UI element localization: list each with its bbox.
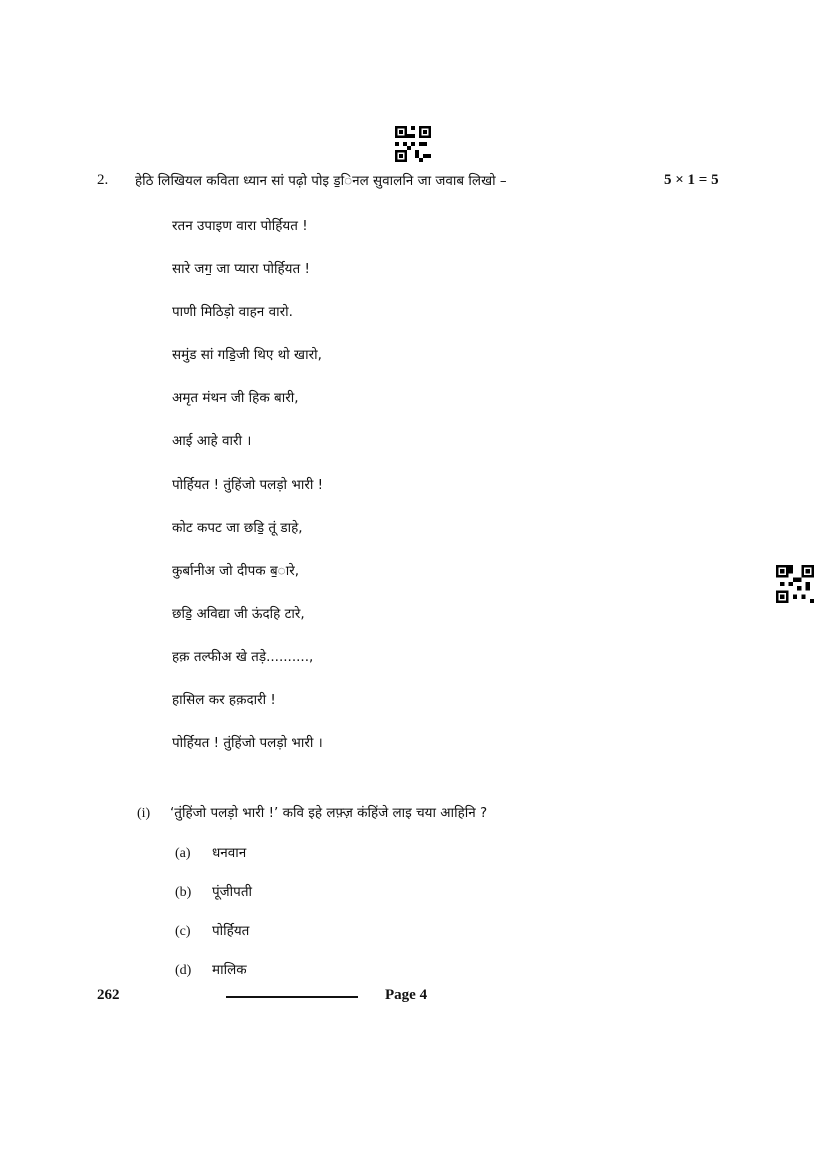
answer-options [175,843,252,999]
option-d [175,960,252,999]
qr-code-side [776,565,814,603]
option-a [175,843,252,882]
sub-question-text: ‘तुंहिंजो पलड़ो भारी !’ कवि इहे लफ़्ज़ कंहिंजे लाइ चया आहिनि ? [170,805,488,821]
option-text: धनवान [212,845,247,861]
poem-line: अमृत मंथन जी हिक बारी, [172,390,299,407]
poem-line: आई आहे वारी । [172,433,252,450]
option-c [175,921,252,960]
question-marks: 5 × 1 = 5 [664,172,719,188]
poem-line: कोट कपट जा छडि॒ तूं डाहे, [172,519,303,536]
page-number: Page 4 [385,987,428,1003]
question-number: 2. [97,172,109,188]
poem-line: रतन उपाइण वारा पोर्हियत ! [172,218,308,234]
option-text: पूंजीपती [212,884,253,900]
poem-line: छडि॒ अविद्या जी ऊंदहि टारे, [172,605,305,622]
poem-line: पोर्हियत ! तुंहिंजो पलड़ो भारी । [172,735,323,752]
footer-divider [226,996,358,998]
option-label: (c) [175,924,191,939]
paper-code: 262 [97,987,120,1003]
poem-line: पोर्हियत ! तुंहिंजो पलड़ो भारी ! [172,476,324,493]
option-text: पोर्हियत [212,923,250,939]
poem [172,216,323,776]
option-label: (d) [175,963,192,978]
option-label: (a) [175,846,191,861]
option-b [175,882,252,921]
question-instruction: हेठि लिखियल कविता ध्यान सां पढ़ो पोइ ड॒िनल सुवालनि जा जवाब लिखो – [135,173,507,189]
option-label: (b) [175,885,192,900]
sub-question-number: (i) [137,806,151,821]
poem-line: समुंड सां गडि॒जी थिए थो खारो, [172,347,322,364]
poem-line: सारे जग॒ जा प्यारा पोर्हियत ! [172,261,310,278]
poem-line: पाणी मिठिड़ो वाहन वारो. [172,304,293,321]
sub-question [137,803,487,822]
poem-line: हक़ तल्फीअ खे तड़े.........., [172,648,314,665]
qr-code-top [395,126,431,162]
poem-line: हासिल कर हक़दारी ! [172,692,276,709]
poem-line: कुर्बानीअ जो दीपक ब॒ारे, [172,562,300,579]
option-text: मालिक [212,962,247,978]
